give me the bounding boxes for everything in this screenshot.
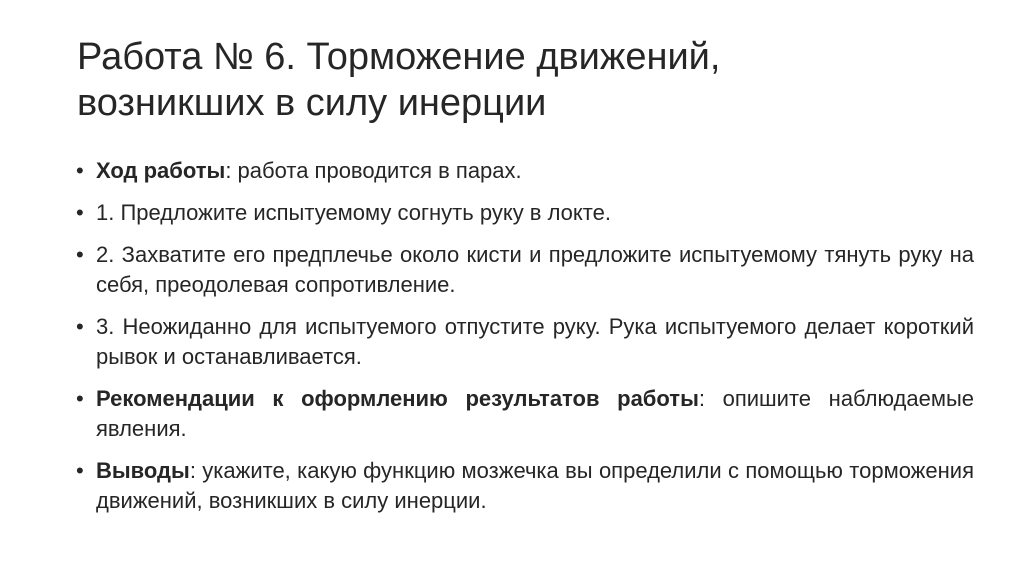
bullet-marker: • bbox=[76, 200, 84, 225]
slide-title-line-2: возникших в силу инерции bbox=[77, 82, 547, 124]
bullet-marker: • bbox=[76, 314, 84, 339]
bullet-text: : работа проводится в парах. bbox=[225, 158, 522, 183]
bullet-text: : укажите, какую функцию мозжечка вы определили с помощью торможения движений, возникших в силу инерции. bbox=[96, 458, 974, 513]
bullet-list bbox=[76, 156, 974, 528]
bullet-bold-label: Выводы bbox=[96, 458, 190, 483]
bullet-text: 2. Захватите его предплечье около кисти и предложите испытуемому тянуть руку на себя, преодолевая сопротивление. bbox=[96, 242, 974, 297]
bullet-marker: • bbox=[76, 458, 84, 483]
bullet-bold-label: Рекомендации к оформлению результатов работы bbox=[96, 386, 699, 411]
bullet-marker: • bbox=[76, 386, 84, 411]
bullet-item-step-2 bbox=[76, 240, 974, 300]
bullet-item-recommendations bbox=[76, 384, 974, 444]
bullet-item-procedure bbox=[76, 156, 974, 186]
bullet-marker: • bbox=[76, 242, 84, 267]
bullet-item-step-3 bbox=[76, 312, 974, 372]
slide-title-line-1: Работа № 6. Торможение движений, bbox=[77, 36, 721, 78]
bullet-text: 1. Предложите испытуемому согнуть руку в локте. bbox=[96, 200, 611, 225]
bullet-text: : опишите наблюдаемые явления. bbox=[96, 386, 974, 441]
slide-title bbox=[77, 34, 957, 126]
bullet-item-step-1 bbox=[76, 198, 974, 228]
bullet-text: 3. Неожиданно для испытуемого отпустите руку. Рука испытуемого делает короткий рывок и останавливается. bbox=[96, 314, 974, 369]
bullet-item-conclusions bbox=[76, 456, 974, 516]
bullet-bold-label: Ход работы bbox=[96, 158, 226, 183]
bullet-marker: • bbox=[76, 158, 84, 183]
